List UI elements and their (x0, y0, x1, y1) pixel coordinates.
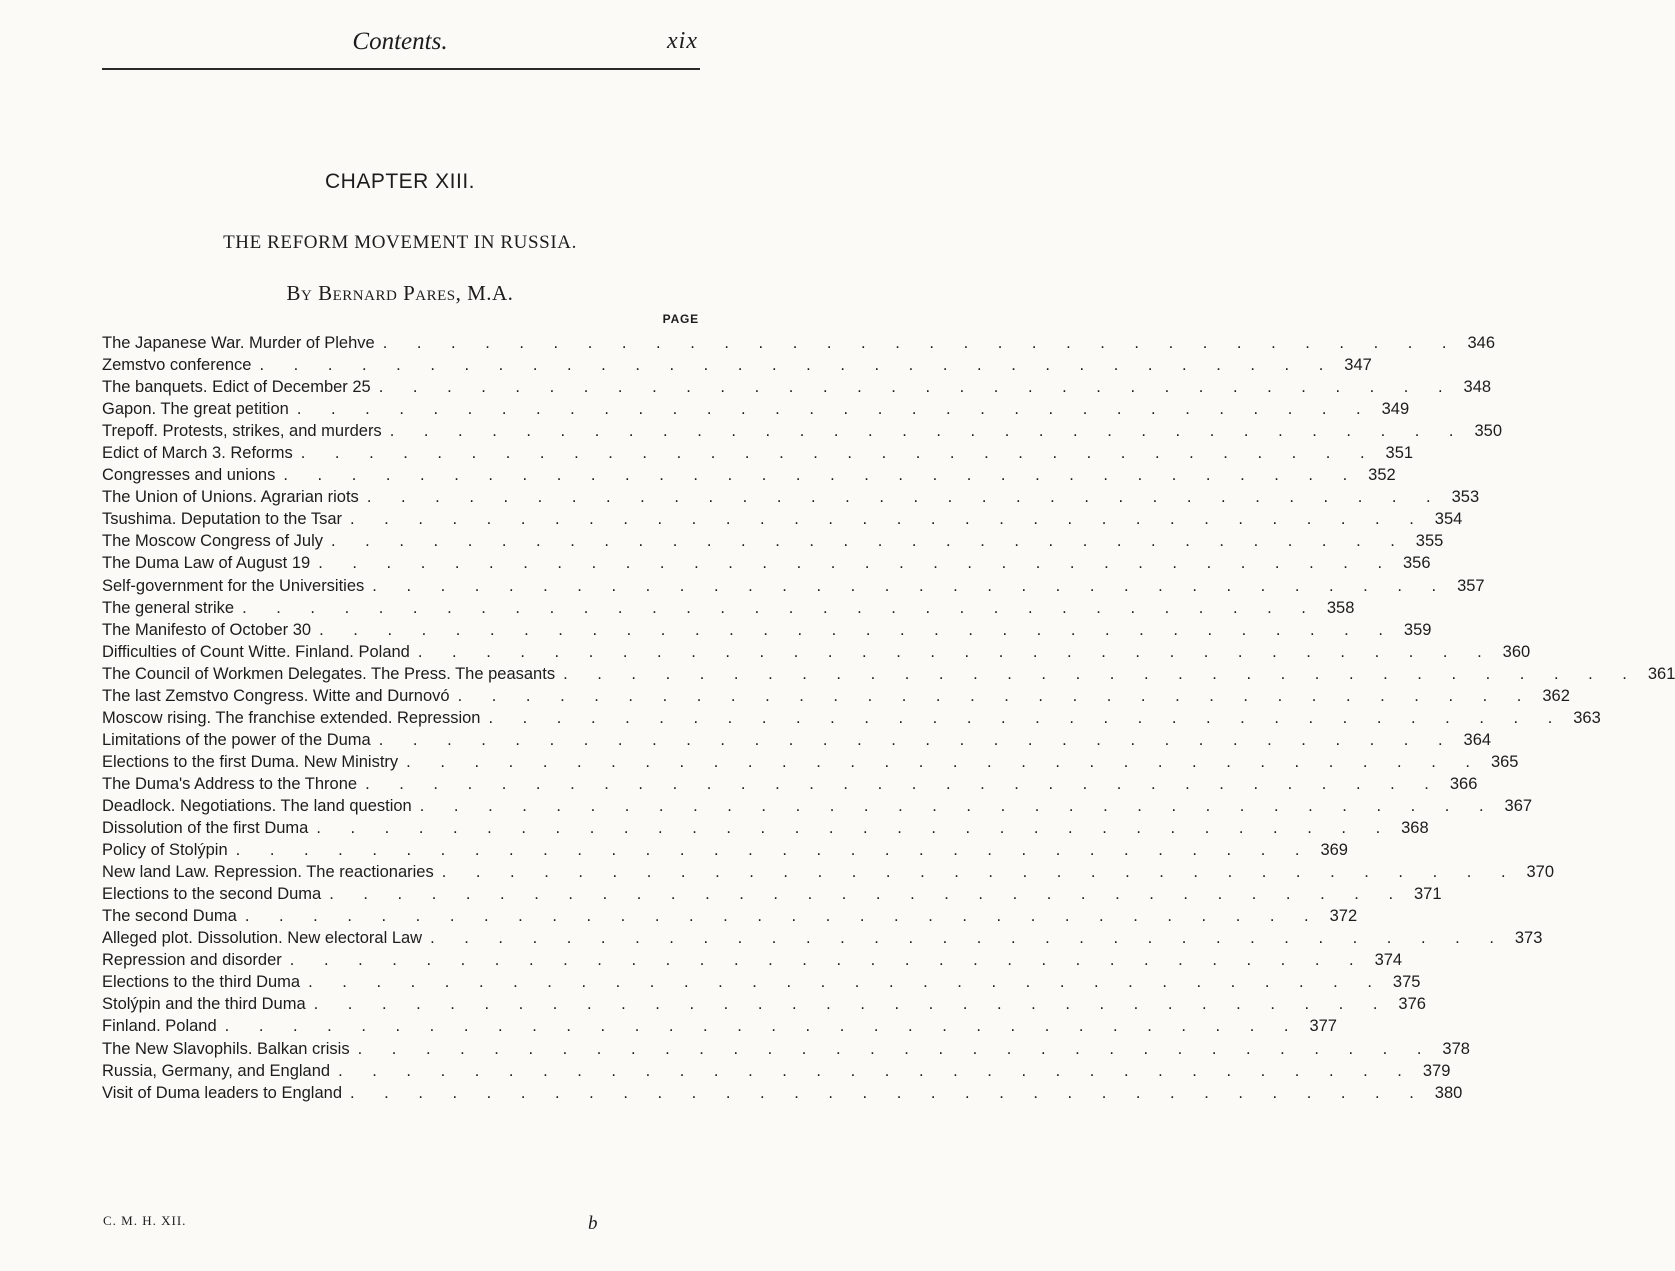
toc-entry-title: Stolýpin and the third Duma (102, 995, 306, 1014)
dot-leader: . . . . . . . . . . . . . . . . . . . . . . . . . . . . . . . . (488, 708, 1565, 727)
toc-entry (102, 795, 1533, 817)
dot-leader: . . . . . . . . . . . . . . . . . . . . . . . . . . . . . . . . (318, 554, 1395, 573)
toc-entry-page: 379 (1422, 1061, 1451, 1080)
toc-entry (102, 751, 1519, 773)
toc-entry (102, 354, 1372, 376)
toc-entry (102, 530, 1444, 552)
toc-entry-page: 354 (1434, 510, 1463, 529)
toc-entry (102, 883, 1442, 905)
toc-entry-title: Visit of Duma leaders to England (102, 1083, 342, 1102)
dot-leader: . . . . . . . . . . . . . . . . . . . . . . . . . . . . . . . . (242, 598, 1319, 617)
page-column-label: PAGE (662, 312, 699, 326)
toc-entry (102, 685, 1570, 707)
toc-entry-page: 378 (1442, 1039, 1470, 1058)
dot-leader: . . . . . . . . . . . . . . . . . . . . . . . . . . . . . . . . (563, 664, 1640, 683)
toc-entry-title: Tsushima. Deputation to the Tsar (102, 510, 342, 529)
toc-entry-page: 365 (1490, 752, 1519, 771)
dot-leader: . . . . . . . . . . . . . . . . . . . . . . . . . . . . . . . . (457, 686, 1534, 705)
toc-entry-title: The general strike (102, 598, 235, 617)
toc-entry-page: 369 (1320, 841, 1348, 860)
toc-entry (102, 619, 1432, 641)
dot-leader: . . . . . . . . . . . . . . . . . . . . . . . . . . . . . . . . (283, 466, 1360, 485)
toc-entry-title: Limitations of the power of the Duma (102, 730, 371, 749)
toc-entry (102, 597, 1355, 619)
toc-entry (102, 1082, 1463, 1104)
dot-leader: . . . . . . . . . . . . . . . . . . . . . . . . . . . . . . . . (389, 422, 1466, 441)
toc-entry-title: Moscow rising. The franchise extended. Repression (102, 708, 481, 727)
toc-entry-page: 347 (1344, 356, 1372, 375)
header-rule (102, 68, 700, 70)
toc-entry-title: Edict of March 3. Reforms (102, 444, 293, 463)
page-folio: xix (667, 28, 698, 54)
toc-entry-title: Elections to the third Duma (102, 973, 301, 992)
dot-leader: . . . . . . . . . . . . . . . . . . . . . . . . . . . . . . . . (378, 378, 1456, 397)
toc-entry (102, 1060, 1451, 1082)
toc-entry (102, 398, 1410, 420)
dot-leader: . . . . . . . . . . . . . . . . . . . . . . . . . . . . . . . . (366, 488, 1444, 507)
toc-entry (102, 332, 1496, 354)
toc-entry (102, 993, 1426, 1015)
toc-entry (102, 641, 1531, 663)
dot-leader: . . . . . . . . . . . . . . . . . . . . . . . . . . . . . . . . (308, 973, 1385, 992)
toc-entry-page: 350 (1474, 422, 1502, 441)
dot-leader: . . . . . . . . . . . . . . . . . . . . . . . . . . . . . . . . (259, 356, 1336, 375)
toc-entry-page: 371 (1414, 885, 1442, 904)
toc-entry-title: Trepoff. Protests, strikes, and murders (102, 422, 382, 441)
toc-entry-title: Finland. Poland (102, 1017, 217, 1036)
toc-entry-title: Self-government for the Universities (102, 576, 365, 595)
chapter-title: CHAPTER XIII. (324, 170, 476, 193)
toc-entry-page: 351 (1385, 444, 1414, 463)
toc-entry-page: 353 (1451, 488, 1480, 507)
toc-entry-title: Difficulties of Count Witte. Finland. Poland (102, 642, 410, 661)
toc-entry (102, 464, 1396, 486)
toc-entry-title: Deadlock. Negotiations. The land question (102, 796, 412, 815)
page-header (0, 0, 800, 80)
dot-leader: . . . . . . . . . . . . . . . . . . . . . . . . . . . . . . . . (357, 1039, 1434, 1058)
dot-leader: . . . . . . . . . . . . . . . . . . . . . . . . . . . . . . . . (319, 620, 1396, 639)
gathering-mark: b (588, 1213, 598, 1234)
toc-entry-title: The banquets. Edict of December 25 (102, 378, 371, 397)
toc-entry-page: 357 (1457, 576, 1485, 595)
toc-entry (102, 376, 1492, 398)
toc-entry-title: Repression and disorder (102, 951, 282, 970)
dot-leader: . . . . . . . . . . . . . . . . . . . . . . . . . . . . . . . . (382, 334, 1460, 352)
toc-entry-page: 373 (1514, 929, 1543, 948)
toc-entry (102, 861, 1555, 883)
toc-entry-title: The last Zemstvo Congress. Witte and Durnovó (102, 686, 450, 705)
toc-entry-title: The Union of Unions. Agrarian riots (102, 488, 359, 507)
toc-entry-page: 374 (1374, 951, 1403, 970)
toc-entry-page: 349 (1381, 400, 1410, 419)
toc-entry (102, 949, 1403, 971)
chapter-author (0, 281, 800, 306)
signature-mark: C. M. H. XII. (103, 1213, 187, 1228)
dot-leader: . . . . . . . . . . . . . . . . . . . . . . . . . . . . . . . . (417, 642, 1495, 661)
toc-entry-title: The second Duma (102, 907, 237, 926)
toc-entry-page: 355 (1415, 532, 1444, 551)
toc-entry-title: The Manifesto of October 30 (102, 620, 312, 639)
toc-entry (102, 773, 1478, 795)
dot-leader: . . . . . . . . . . . . . . . . . . . . . . . . . . . . . . . . (350, 1083, 1427, 1102)
toc-entry-page: 366 (1449, 774, 1478, 793)
dot-leader: . . . . . . . . . . . . . . . . . . . . . . . . . . . . . . . . (365, 774, 1442, 793)
toc-entry-page: 372 (1329, 907, 1358, 926)
toc-entry (102, 508, 1463, 530)
toc-entry-title: Zemstvo conference (102, 356, 252, 375)
toc-entry-title: Alleged plot. Dissolution. New electoral Law (102, 929, 423, 948)
dot-leader: . . . . . . . . . . . . . . . . . . . . . . . . . . . . . . . . (331, 532, 1408, 551)
toc-entry-title: Policy of Stolýpin (102, 841, 228, 860)
toc-entry-page: 362 (1542, 686, 1570, 705)
dot-leader: . . . . . . . . . . . . . . . . . . . . . . . . . . . . . . . . (300, 444, 1378, 463)
toc-entry-page: 380 (1434, 1083, 1463, 1102)
toc-entry-page: 346 (1467, 334, 1496, 352)
chapter-subtitle: THE REFORM MOVEMENT IN RUSSIA. (223, 232, 577, 253)
toc-entry-title: New land Law. Repression. The reactionaries (102, 863, 434, 882)
toc-entry-page: 377 (1309, 1017, 1337, 1036)
toc-entry-page: 375 (1392, 973, 1421, 992)
toc-entry (102, 575, 1485, 597)
toc-entry-page: 356 (1403, 554, 1431, 573)
toc-entry-title: Russia, Germany, and England (102, 1061, 331, 1080)
dot-leader: . . . . . . . . . . . . . . . . . . . . . . . . . . . . . . . . (289, 951, 1367, 970)
toc-entry (102, 839, 1348, 861)
dot-leader: . . . . . . . . . . . . . . . . . . . . . . . . . . . . . . . . (313, 995, 1390, 1014)
toc-entry (102, 486, 1480, 508)
toc-entry-title: Dissolution of the first Duma (102, 819, 309, 838)
toc-entry-page: 360 (1502, 642, 1531, 661)
dot-leader: . . . . . . . . . . . . . . . . . . . . . . . . . . . . . . . . (378, 730, 1456, 749)
author-name: By Bernard Pares, M.A. (286, 281, 514, 305)
dot-leader: . . . . . . . . . . . . . . . . . . . . . . . . . . . . . . . . (419, 796, 1497, 815)
toc-entry-page: 363 (1573, 708, 1601, 727)
toc-entry-page: 358 (1326, 598, 1355, 617)
dot-leader: . . . . . . . . . . . . . . . . . . . . . . . . . . . . . . . . (224, 1017, 1301, 1036)
toc-entry (102, 442, 1414, 464)
toc-entry (102, 552, 1431, 574)
dot-leader: . . . . . . . . . . . . . . . . . . . . . . . . . . . . . . . . (338, 1061, 1415, 1080)
toc-entry (102, 663, 1675, 685)
toc-entry-title: The Japanese War. Murder of Plehve (102, 334, 375, 352)
toc-entry-page: 352 (1368, 466, 1396, 485)
dot-leader: . . . . . . . . . . . . . . . . . . . . . . . . . . . . . . . . (406, 752, 1483, 771)
toc-entry-title: The Moscow Congress of July (102, 532, 324, 551)
toc-entry (102, 1038, 1470, 1060)
dot-leader: . . . . . . . . . . . . . . . . . . . . . . . . . . . . . . . . (372, 576, 1449, 595)
running-title: Contents. (352, 28, 448, 55)
toc-entry-title: Elections to the second Duma (102, 885, 322, 904)
toc-entry-page: 364 (1463, 730, 1492, 749)
toc-entry-title: The Duma Law of August 19 (102, 554, 311, 573)
toc-entry (102, 905, 1358, 927)
dot-leader: . . . . . . . . . . . . . . . . . . . . . . . . . . . . . . . . (441, 863, 1519, 882)
toc-entry-title: The New Slavophils. Balkan crisis (102, 1039, 350, 1058)
toc-entry (102, 707, 1601, 729)
toc-entry-title: The Council of Workmen Delegates. The Press. The peasants (102, 664, 556, 683)
toc-entry (102, 729, 1492, 751)
dot-leader: . . . . . . . . . . . . . . . . . . . . . . . . . . . . . . . . (296, 400, 1374, 419)
dot-leader: . . . . . . . . . . . . . . . . . . . . . . . . . . . . . . . . (316, 819, 1393, 838)
toc-entry-page: 368 (1401, 819, 1429, 838)
dot-leader: . . . . . . . . . . . . . . . . . . . . . . . . . . . . . . . . (329, 885, 1406, 904)
toc-entry (102, 420, 1502, 442)
toc-entry (102, 1015, 1337, 1037)
toc-entry-page: 348 (1463, 378, 1492, 397)
toc-entry-title: Gapon. The great petition (102, 400, 289, 419)
toc-entry-page: 376 (1398, 995, 1426, 1014)
toc-entry-title: Congresses and unions (102, 466, 276, 485)
dot-leader: . . . . . . . . . . . . . . . . . . . . . . . . . . . . . . . . (430, 929, 1507, 948)
toc-entry-page: 359 (1403, 620, 1432, 639)
toc-entry-page: 367 (1504, 796, 1533, 815)
toc-entry (102, 927, 1543, 949)
dot-leader: . . . . . . . . . . . . . . . . . . . . . . . . . . . . . . . . (350, 510, 1427, 529)
toc-entry-page: 361 (1647, 664, 1675, 683)
toc-entry-page: 370 (1526, 863, 1555, 882)
toc-entry-title: The Duma's Address to the Throne (102, 774, 358, 793)
dot-leader: . . . . . . . . . . . . . . . . . . . . . . . . . . . . . . . . (235, 841, 1312, 860)
dot-leader: . . . . . . . . . . . . . . . . . . . . . . . . . . . . . . . . (244, 907, 1322, 926)
toc-entry (102, 971, 1421, 993)
toc-entry-title: Elections to the first Duma. New Ministry (102, 752, 399, 771)
contents-list (102, 332, 1675, 1104)
toc-entry (102, 817, 1429, 839)
